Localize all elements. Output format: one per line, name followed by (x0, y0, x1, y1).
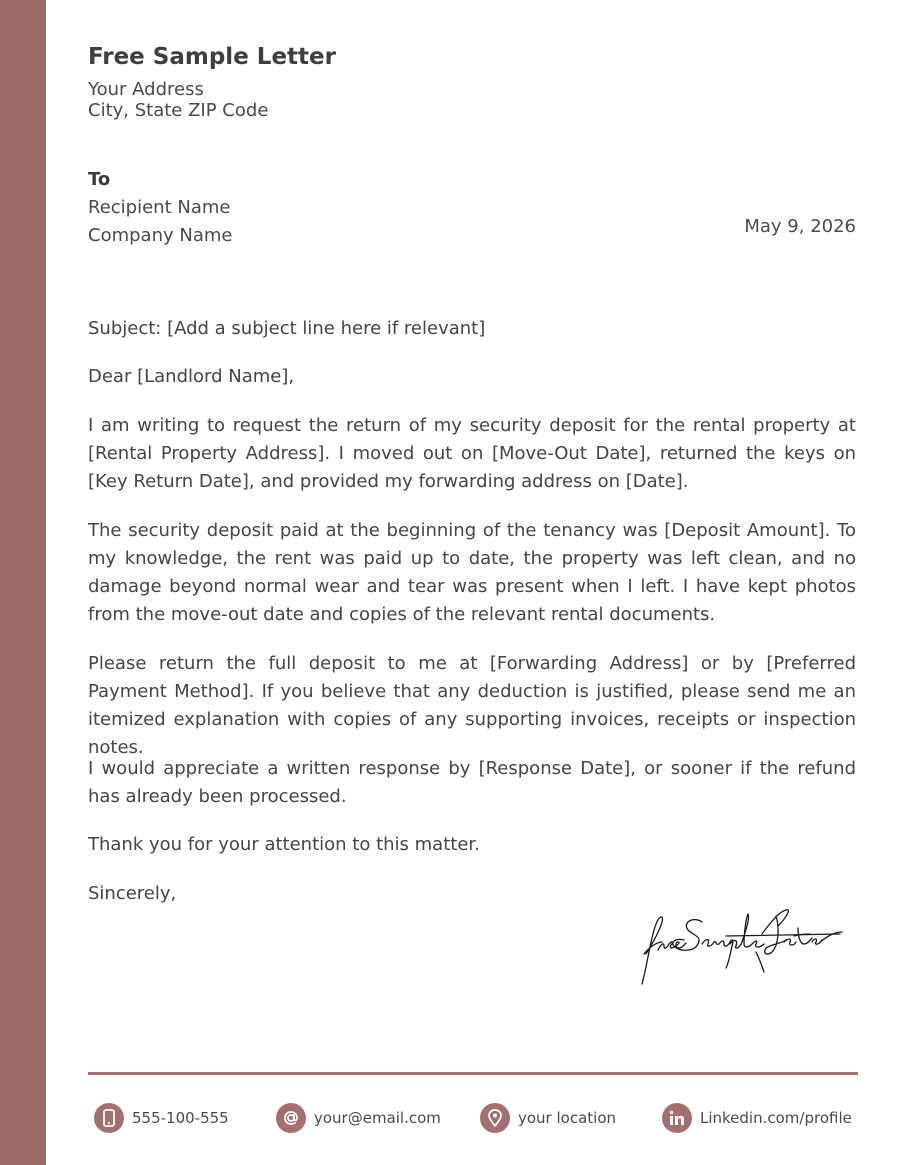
contact-location (480, 1102, 616, 1134)
salutation: Dear [Landlord Name], (88, 366, 295, 387)
at-sign-icon (276, 1103, 306, 1133)
footer-divider (88, 1072, 858, 1075)
paragraph-4: I would appreciate a written response by [Response Date], or sooner if the refund has already been processed. (88, 758, 856, 807)
email-text: your@email.com (314, 1109, 441, 1127)
contact-email[interactable] (276, 1102, 441, 1134)
subject-line: Subject: [Add a subject line here if relevant] (88, 318, 486, 339)
location-text: your location (518, 1109, 617, 1127)
sender-name: Free Sample Letter (88, 44, 336, 70)
contact-linkedin[interactable] (662, 1102, 852, 1134)
thanks-line: Thank you for your attention to this matter. (88, 834, 480, 855)
paragraph-1: I am writing to request the return of my security deposit for the rental property at [Rental Property Address]. I moved out on [Move-Out Date], returned the keys on [Key Return Date], and provided my forwarding address on [Date]. (88, 415, 856, 492)
to-label: To (88, 169, 111, 190)
phone-icon (94, 1103, 124, 1133)
paragraph-2: The security deposit paid at the beginning of the tenancy was [Deposit Amount]. To my knowledge, the rent was paid up to date, the property was left clean, and no damage beyond normal wear and tear was present when I left. I have kept photos from the move-out date and copies of the relevant rental documents. (88, 520, 856, 625)
letter-date: May 9, 2026 (744, 216, 856, 237)
contact-phone (94, 1102, 229, 1134)
handwritten-signature (636, 902, 846, 992)
linkedin-icon (662, 1103, 692, 1133)
sender-address-line2: City, State ZIP Code (88, 100, 269, 121)
map-pin-icon (480, 1103, 510, 1133)
letter-page (88, 0, 856, 1165)
sender-address-line1: Your Address (88, 79, 204, 100)
recipient-name: Recipient Name (88, 197, 231, 218)
paragraph-3: Please return the full deposit to me at [Forwarding Address] or by [Preferred Payment Method]. If you believe that any deduction is justified, please send me an itemized explanation with copies of any supporting invoices, receipts or inspection notes. (88, 653, 856, 758)
phone-text: 555-100-555 (132, 1109, 229, 1127)
closing: Sincerely, (88, 883, 177, 904)
left-accent-bar (0, 0, 46, 1165)
recipient-company: Company Name (88, 225, 233, 246)
linkedin-text: Linkedin.com/profile (700, 1109, 852, 1127)
